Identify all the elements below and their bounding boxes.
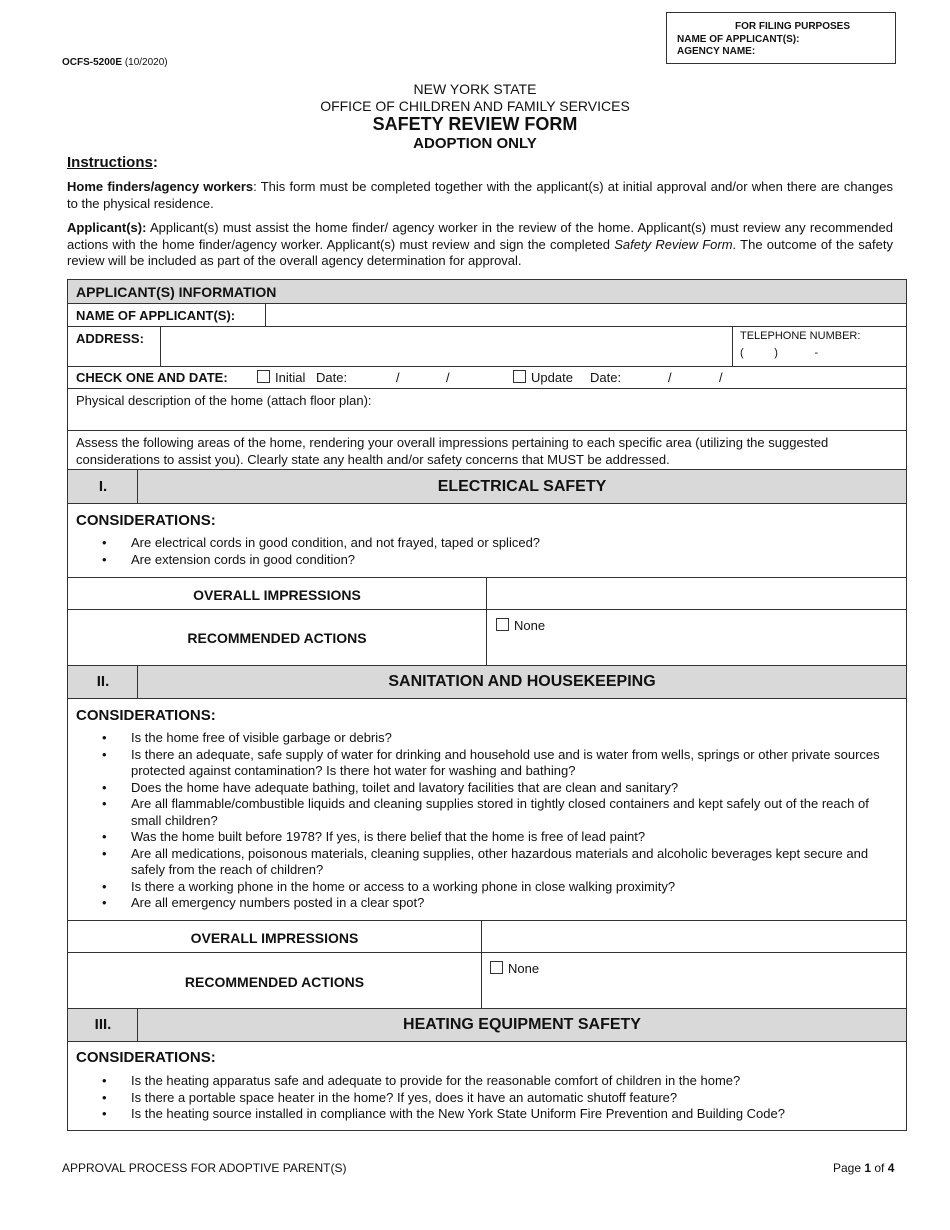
applicants-text-2: . The outcome of the safety review will be included as part of the overall agency determination for approval.: [67, 236, 893, 268]
form-code: OCFS-5200E: [62, 57, 123, 68]
initial-date-label: Date:: [316, 370, 348, 385]
home-finders-instructions: [67, 179, 893, 212]
update-option[interactable]: [513, 370, 573, 385]
instructions-heading-text: Instructions: [67, 154, 153, 171]
page-number: [833, 1161, 894, 1175]
section-3-considerations-label: CONSIDERATIONS:: [76, 1049, 216, 1066]
filing-purposes-box: [666, 12, 896, 64]
home-finders-text: : This form must be completed together with the applicant(s) at initial approval and/or when there are changes to the physical residence.: [67, 179, 893, 211]
section-2-none-option[interactable]: [490, 961, 539, 976]
instructions-heading: [67, 154, 158, 171]
section-1-title: ELECTRICAL SAFETY: [437, 478, 607, 495]
section-3-considerations-list: [76, 1073, 906, 1123]
assess-instructions: Assess the following areas of the home, rendering your overall impressions pertaining to each specific area (utilizing the suggested considerations to assist you). Clearly state any health and/or safety concerns that MUST be addressed.: [76, 435, 829, 467]
list-item: • Are all medications, poisonous materials, cleaning supplies, other hazardous materials and alcoholic beverages kept secure and safely from the reach of children?: [76, 846, 906, 879]
list-item: • Is there a working phone in the home or access to a working phone in close walking proximity?: [76, 879, 906, 896]
update-date-slash-1: /: [668, 370, 672, 385]
filing-agency-label: AGENCY NAME:: [677, 46, 756, 57]
page-current: 1: [864, 1161, 872, 1175]
address-label: ADDRESS:: [76, 331, 144, 346]
list-item: • Is there a portable space heater in the home? If yes, does it have an automatic shutoff feature?: [76, 1090, 906, 1107]
applicants-text-1: Applicant(s) must assist the home finder/ agency worker in the review of the home. Applicant(s) must review any recommended actions with the home finder/agency worker. Applicant(s) must review and sign the completed: [67, 220, 893, 252]
physical-description-label: Physical description of the home (attach floor plan):: [76, 393, 372, 408]
section-2-title: SANITATION AND HOUSEKEEPING: [388, 673, 656, 690]
list-item: • Is there an adequate, safe supply of water for drinking and household use and is water from wells, springs or other private sources protected against contamination? Is there hot water for washing and bathing?: [76, 747, 906, 780]
list-item: • Are all emergency numbers posted in a clear spot?: [76, 895, 906, 912]
initial-option[interactable]: [257, 370, 305, 385]
update-date-slash-2: /: [719, 370, 723, 385]
initial-date-slash-1: /: [396, 370, 400, 385]
name-label: NAME OF APPLICANT(S):: [76, 308, 236, 323]
telephone-label: TELEPHONE NUMBER:: [740, 330, 861, 342]
applicants-label: Applicant(s):: [67, 220, 147, 235]
filing-box-title: FOR FILING PURPOSES: [735, 21, 851, 32]
instructions-heading-colon: :: [152, 154, 158, 171]
page-of: of: [871, 1161, 888, 1175]
section-2-none-label: None: [508, 961, 540, 976]
page-title: SAFETY REVIEW FORM: [372, 114, 578, 134]
physical-description-field[interactable]: [76, 410, 896, 428]
name-field[interactable]: [272, 308, 902, 324]
section-2-considerations-list: [76, 730, 906, 912]
update-date-label: Date:: [590, 370, 622, 385]
form-revision: (10/2020): [124, 57, 168, 68]
applicants-instructions: [67, 220, 893, 270]
initial-label: Initial: [275, 370, 306, 385]
list-item: • Are electrical cords in good condition, and not frayed, taped or spliced?: [76, 535, 906, 552]
initial-checkbox[interactable]: [257, 370, 270, 383]
filing-applicant-label: NAME OF APPLICANT(S):: [677, 34, 800, 45]
update-label: Update: [531, 370, 573, 385]
list-item: • Was the home built before 1978? If yes, is there belief that the home is free of lead paint?: [76, 829, 906, 846]
section-2-considerations-label: CONSIDERATIONS:: [76, 707, 216, 724]
list-item: • Is the home free of visible garbage or debris?: [76, 730, 906, 747]
list-item: • Is the heating apparatus safe and adequate to provide for the reasonable comfort of children in the home?: [76, 1073, 906, 1090]
check-one-label: CHECK ONE AND DATE:: [76, 370, 228, 385]
section-3-title: HEATING EQUIPMENT SAFETY: [403, 1016, 641, 1033]
list-item: • Does the home have adequate bathing, toilet and lavatory facilities that are clean and sanitary?: [76, 780, 906, 797]
section-2-overall-label: OVERALL IMPRESSIONS: [190, 930, 359, 946]
address-field[interactable]: [166, 331, 726, 361]
page-total: 4: [887, 1161, 895, 1175]
section-1-none-checkbox[interactable]: [496, 618, 509, 631]
section-1-none-label: None: [514, 618, 546, 633]
section-1-number: I.: [98, 478, 108, 495]
applicant-info-title: APPLICANT(S) INFORMATION: [76, 284, 277, 300]
section-1-none-option[interactable]: [496, 618, 545, 633]
list-item: • Are extension cords in good condition?: [76, 552, 906, 569]
update-checkbox[interactable]: [513, 370, 526, 383]
section-1-overall-label: OVERALL IMPRESSIONS: [193, 587, 361, 603]
section-3-number: III.: [94, 1016, 112, 1033]
section-1-recommended-label: RECOMMENDED ACTIONS: [187, 630, 367, 646]
page-prefix: Page: [833, 1161, 865, 1175]
section-1-overall-field[interactable]: [494, 583, 902, 605]
section-2-number: II.: [96, 673, 110, 690]
header-state: NEW YORK STATE: [413, 81, 537, 97]
footer-title: APPROVAL PROCESS FOR ADOPTIVE PARENT(S): [62, 1161, 347, 1175]
list-item: • Are all flammable/combustible liquids and cleaning supplies stored in tightly closed containers and kept safely out of the reach of small children?: [76, 796, 906, 829]
section-2-recommended-label: RECOMMENDED ACTIONS: [184, 974, 365, 990]
initial-date-slash-2: /: [446, 370, 450, 385]
applicants-text-italic: Safety Review Form: [614, 236, 733, 252]
home-finders-label: Home finders/agency workers: [67, 179, 254, 194]
section-2-none-checkbox[interactable]: [490, 961, 503, 974]
header-office: OFFICE OF CHILDREN AND FAMILY SERVICES: [320, 98, 630, 114]
list-item: • Is the heating source installed in compliance with the New York State Uniform Fire Prevention and Building Code?: [76, 1106, 906, 1123]
section-1-considerations-label: CONSIDERATIONS:: [76, 512, 216, 529]
telephone-field[interactable]: ( ) -: [740, 347, 819, 359]
form-number: [62, 57, 168, 68]
section-2-overall-field[interactable]: [489, 926, 901, 948]
section-1-considerations-list: [76, 535, 906, 568]
page-subtitle: ADOPTION ONLY: [413, 135, 537, 152]
